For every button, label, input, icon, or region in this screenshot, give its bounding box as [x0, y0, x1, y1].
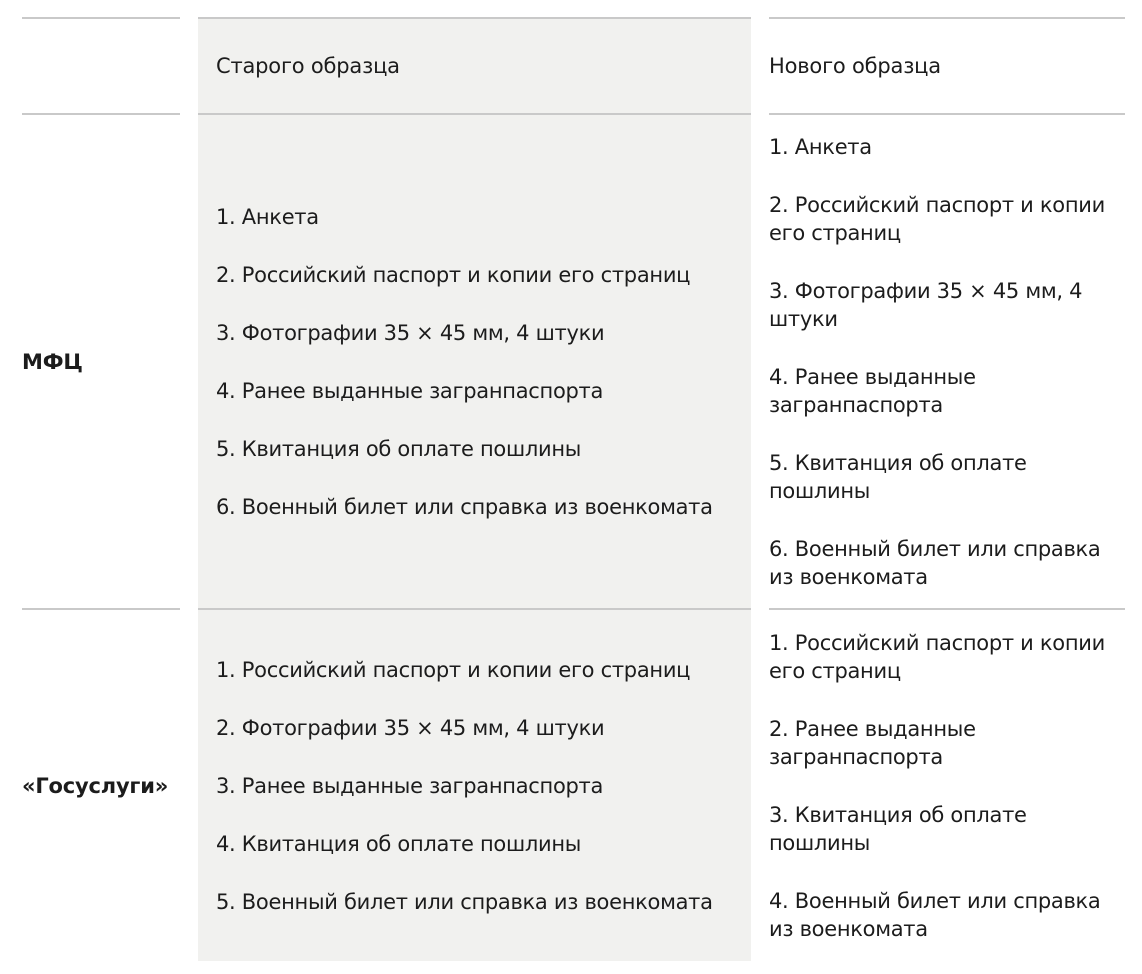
list-item: 1. Российский паспорт и копии его страниц	[769, 630, 1105, 683]
list-item: 3. Ранее выданные загранпаспорта	[216, 773, 604, 798]
header-old-title: Старого образца	[216, 54, 400, 78]
list-item: 1. Анкета	[216, 204, 319, 229]
row-gosuslugi-new-cell	[769, 610, 1125, 961]
list-item: 6. Военный билет или справка из военкомата	[769, 536, 1101, 589]
list-item: 4. Квитанция об оплате пошлины	[216, 831, 582, 856]
list-item: 3. Фотографии 35 × 45 мм, 4 штуки	[216, 320, 605, 345]
document-list-old	[216, 656, 746, 916]
list-item: 4. Ранее выданные загранпаспорта	[769, 364, 976, 417]
list-item: 4. Военный билет или справка из военкомата	[769, 888, 1101, 941]
list-item: 3. Квитанция об оплате пошлины	[769, 802, 1027, 855]
list-item: 6. Военный билет или справка из военкомата	[216, 494, 713, 519]
list-item: 2. Российский паспорт и копии его страниц	[216, 262, 691, 287]
row-mfc-label-cell	[22, 115, 180, 608]
header-corner-cell	[22, 19, 180, 113]
header-new-title: Нового образца	[769, 54, 941, 78]
list-item: 3. Фотографии 35 × 45 мм, 4 штуки	[769, 278, 1083, 331]
list-item: 5. Квитанция об оплате пошлины	[216, 436, 582, 461]
list-item: 1. Российский паспорт и копии его страниц	[216, 657, 691, 682]
document-list-new	[769, 629, 1125, 943]
row-gosuslugi-label-cell	[22, 610, 192, 961]
document-list-old	[216, 203, 746, 521]
document-list-new	[769, 133, 1125, 591]
list-item: 5. Квитанция об оплате пошлины	[769, 450, 1027, 503]
row-mfc-old-cell	[216, 115, 746, 608]
list-item: 5. Военный билет или справка из военкомата	[216, 889, 713, 914]
list-item: 2. Российский паспорт и копии его страниц	[769, 192, 1105, 245]
row-label: «Госуслуги»	[22, 773, 169, 798]
row-mfc-new-cell	[769, 115, 1125, 608]
row-label: МФЦ	[22, 349, 83, 374]
list-item: 1. Анкета	[769, 134, 872, 159]
list-item: 2. Фотографии 35 × 45 мм, 4 штуки	[216, 715, 605, 740]
list-item: 4. Ранее выданные загранпаспорта	[216, 378, 604, 403]
row-gosuslugi-old-cell	[216, 610, 746, 961]
list-item: 2. Ранее выданные загранпаспорта	[769, 716, 976, 769]
header-old-cell	[216, 19, 736, 113]
header-new-cell	[769, 19, 1125, 113]
